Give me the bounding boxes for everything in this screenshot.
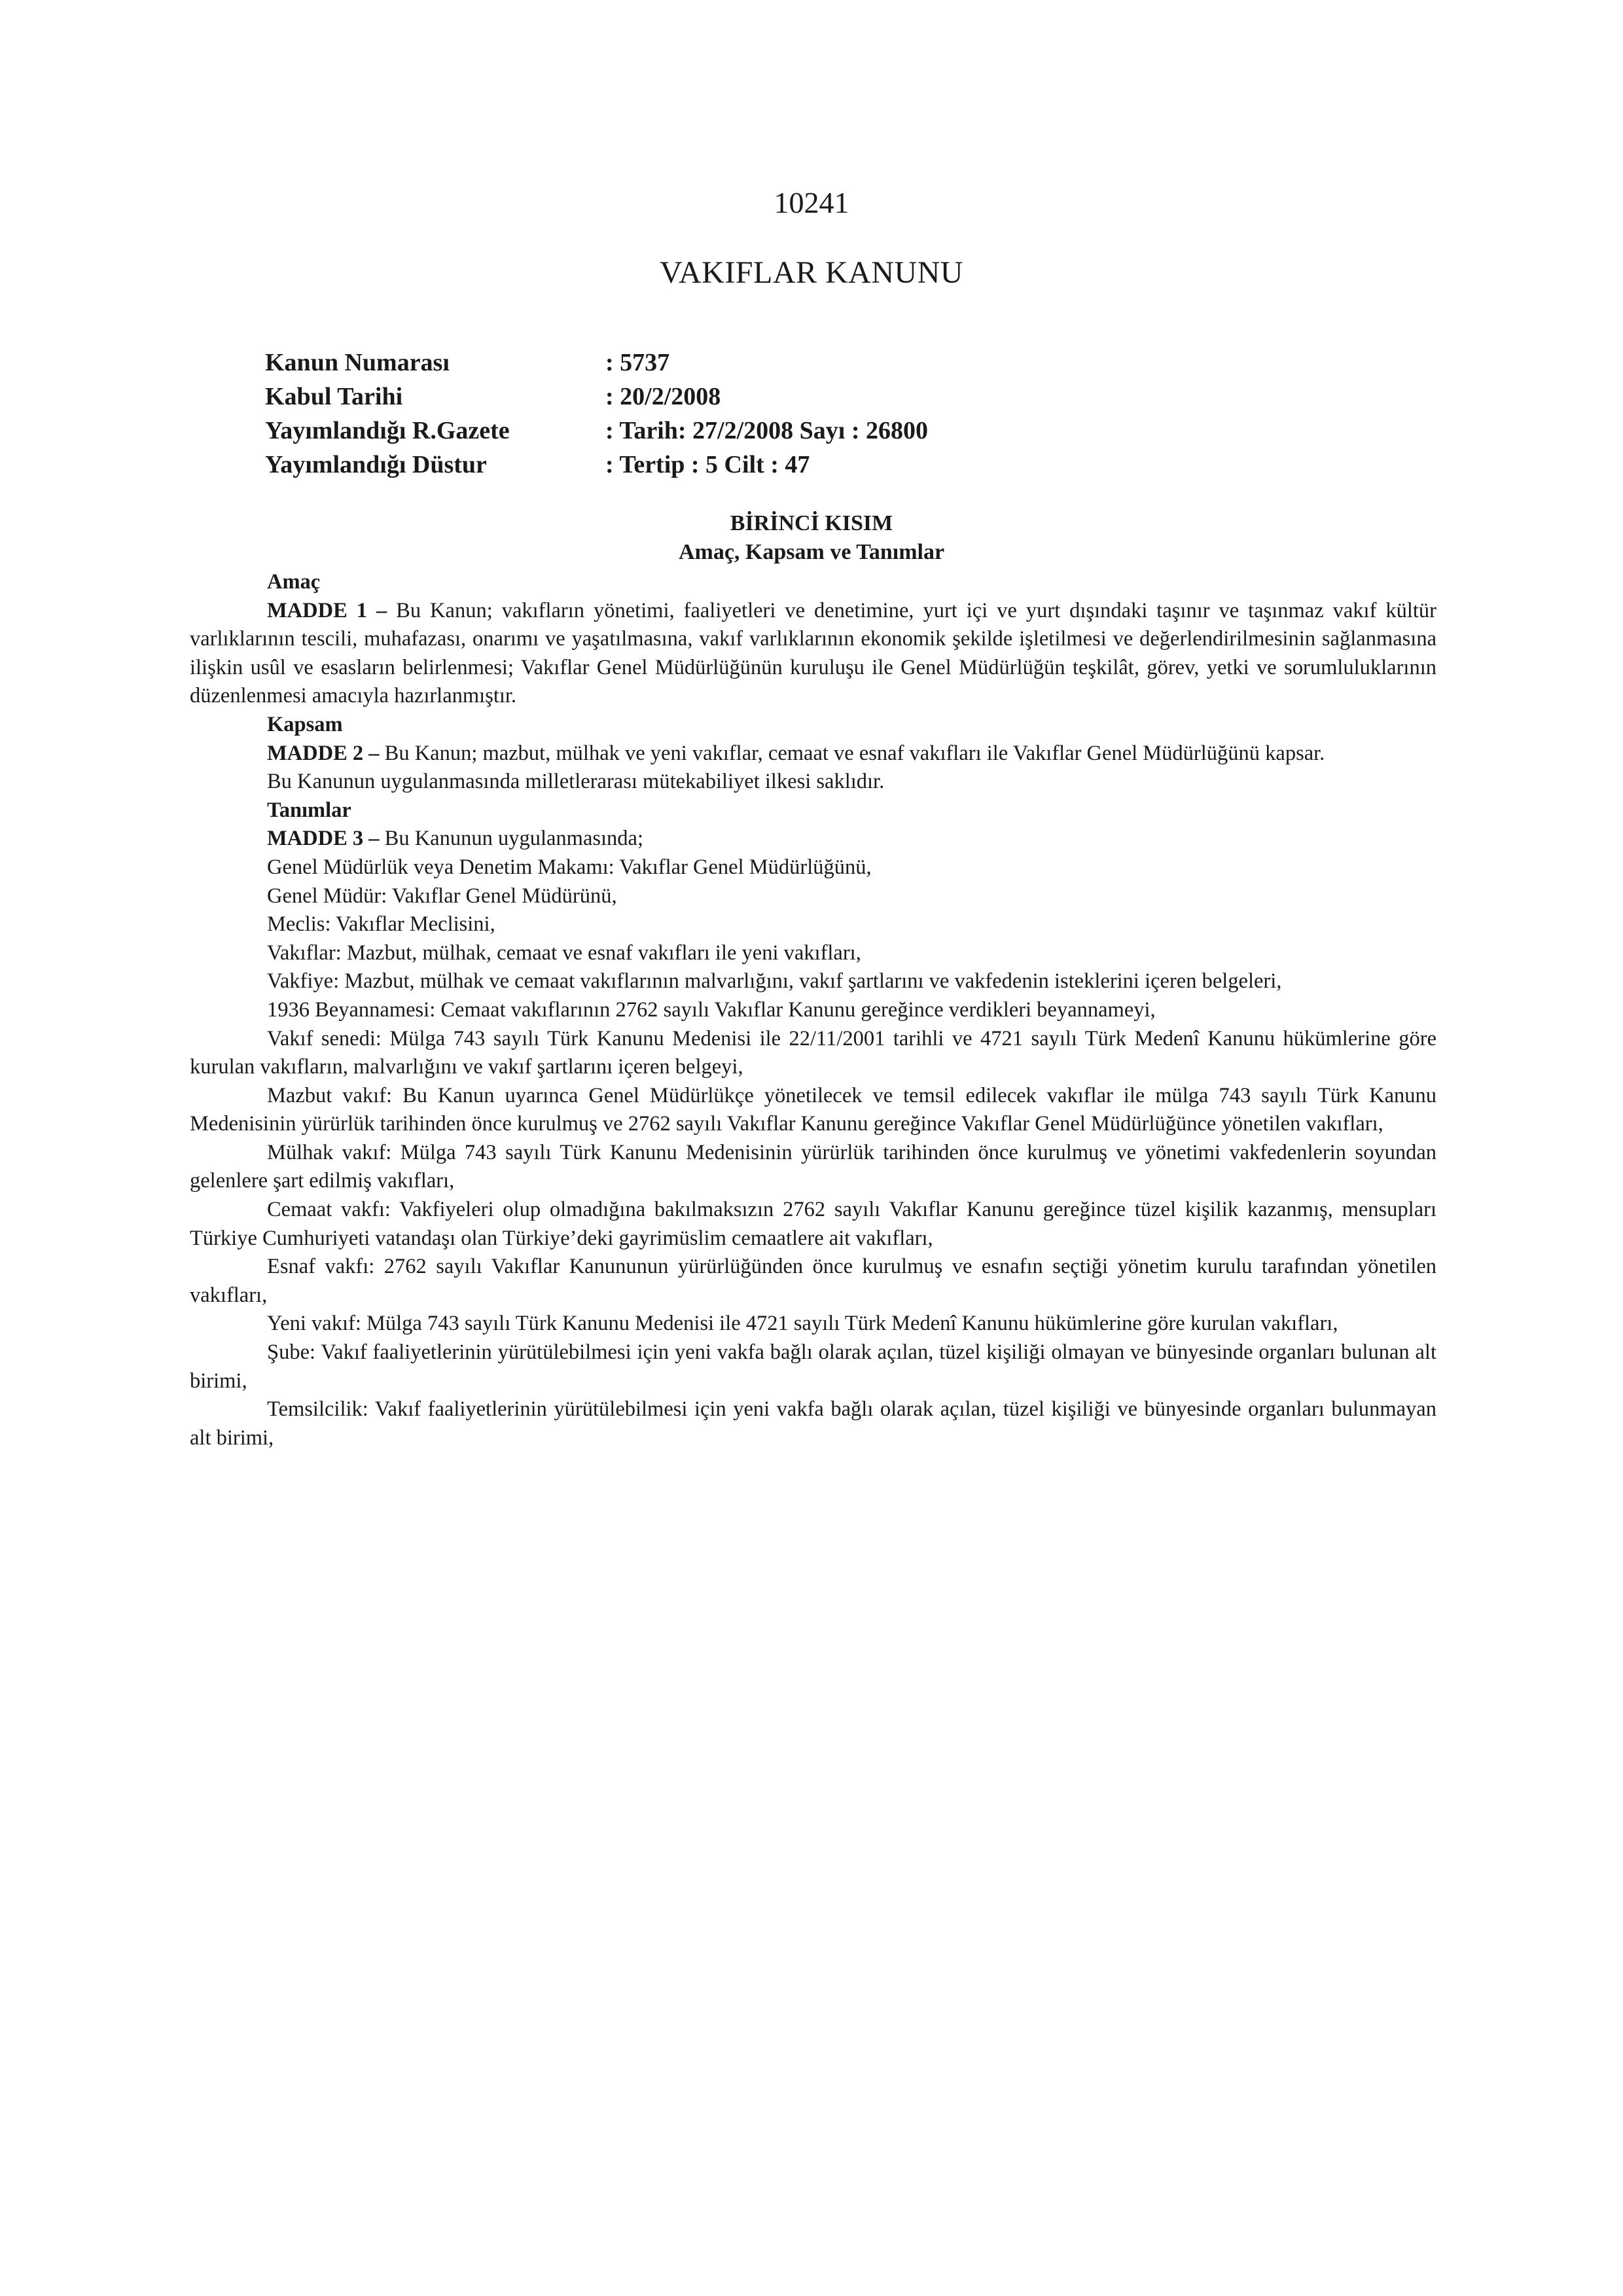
law-metadata <box>265 346 1378 482</box>
definition-item: Vakıf senedi: Mülga 743 sayılı Türk Kanunu Medenisi ile 22/11/2001 tarihli ve 4721 sayılı Türk Medenî Kanunu hükümlerine göre kurulan vakıfların, malvarlığını ve vakıf şartlarını içeren belgeyi, <box>190 1026 1436 1079</box>
meta-label: Kanun Numarası <box>265 349 450 376</box>
article-heading: Amaç <box>267 570 321 594</box>
article-label: MADDE 3 – <box>267 827 380 851</box>
article-text: Bu Kanun; mazbut, mülhak ve yeni vakıflar, cemaat ve esnaf vakıfları ile Vakıflar Genel Müdürlüğünü kapsar. <box>379 741 1325 765</box>
meta-label: Kabul Tarihi <box>265 383 403 410</box>
article-text: Bu Kanunun uygulanmasında; <box>379 827 644 851</box>
meta-value: : 20/2/2008 <box>605 383 721 410</box>
article-paragraph: Bu Kanunun uygulanmasında milletlerarası mütekabiliyet ilkesi saklıdır. <box>267 770 885 794</box>
meta-row-official-gazette <box>265 414 1378 448</box>
document-body <box>190 568 1436 1452</box>
article-label: MADDE 1 – <box>267 598 387 622</box>
definition-item: Mülhak vakıf: Mülga 743 sayılı Türk Kanunu Medenisinin yürürlük tarihinden önce kurulmuş ve yönetimi vakfedenlerin soyundan gelenlere şart edilmiş vakıfları, <box>190 1140 1436 1193</box>
meta-row-law-number <box>265 346 1378 380</box>
part-heading <box>0 509 1623 567</box>
definition-item: Genel Müdür: Vakıflar Genel Müdürünü, <box>267 884 617 908</box>
part-title: BİRİNCİ KISIM <box>730 511 893 535</box>
document-number: 10241 <box>774 186 849 219</box>
definition-item: 1936 Beyannamesi: Cemaat vakıflarının 2762 sayılı Vakıflar Kanunu gereğince verdikleri beyannameyi, <box>267 997 1156 1022</box>
article-heading: Tanımlar <box>267 798 351 822</box>
article-label: MADDE 2 – <box>267 741 380 765</box>
meta-label: Yayımlandığı Düstur <box>265 451 487 478</box>
article-paragraph <box>190 597 1436 711</box>
article-text: Bu Kanun; vakıfların yönetimi, faaliyetleri ve denetimine, yurt içi ve yurt dışındaki taşınır ve taşınmaz vakıf kültür varlıklarının tescili, muhafazası, onarımı ve yaşatılmasına, vakıf varlıklarının ekonomik şekilde işletilmesi ve değerlendirilmesinin sağlanmasına ilişkin usûl ve esasların belirlenmesi; Vakıflar Genel Müdürlüğünün kuruluşu ile Genel Müdürlüğün teşkilât, görev, yetki ve sorumluluklarının düzenlenmesi amacıyla hazırlanmıştır. <box>190 598 1436 708</box>
meta-row-dustur <box>265 448 1378 482</box>
part-subtitle: Amaç, Kapsam ve Tanımlar <box>678 540 945 564</box>
article-paragraph <box>190 825 1436 853</box>
definition-item: Temsilcilik: Vakıf faaliyetlerinin yürütülebilmesi için yeni vakfa bağlı olarak açılan, tüzel kişiliği ve bünyesinde organları bulunmayan alt birimi, <box>190 1397 1436 1450</box>
definition-item: Yeni vakıf: Mülga 743 sayılı Türk Kanunu Medenisi ile 4721 sayılı Türk Medenî Kanunu hükümlerine göre kurulan vakıfları, <box>267 1312 1338 1336</box>
law-title: VAKIFLAR KANUNU <box>660 255 963 290</box>
meta-label: Yayımlandığı R.Gazete <box>265 417 510 444</box>
article-paragraph <box>190 740 1436 768</box>
definition-item: Vakıflar: Mazbut, mülhak, cemaat ve esnaf vakıfları ile yeni vakıfları, <box>267 941 861 965</box>
definition-item: Esnaf vakfı: 2762 sayılı Vakıflar Kanununun yürürlüğünden önce kurulmuş ve esnafın seçtiği yönetim kurulu tarafından yönetilen vakıfları, <box>190 1255 1436 1307</box>
article-heading: Kapsam <box>267 712 343 736</box>
definition-item: Genel Müdürlük veya Denetim Makamı: Vakıflar Genel Müdürlüğünü, <box>267 855 872 879</box>
definition-item: Vakfiye: Mazbut, mülhak ve cemaat vakıflarının malvarlığını, vakıf şartlarını ve vakfedenin isteklerini içeren belgeleri, <box>267 969 1282 994</box>
meta-value: : Tertip : 5 Cilt : 47 <box>605 451 810 478</box>
definition-item: Cemaat vakfı: Vakfiyeleri olup olmadığına bakılmaksızın 2762 sayılı Vakıflar Kanunu gereğince tüzel kişilik kazanmış, mensupları Türkiye Cumhuriyeti vatandaşı olan Türkiye’deki gayrimüslim cemaatlere ait vakıfları, <box>190 1198 1436 1250</box>
meta-value: : 5737 <box>605 349 670 376</box>
meta-value: : Tarih: 27/2/2008 Sayı : 26800 <box>605 417 928 444</box>
meta-row-acceptance-date <box>265 380 1378 414</box>
definition-item: Meclis: Vakıflar Meclisini, <box>267 912 495 937</box>
definition-item: Şube: Vakıf faaliyetlerinin yürütülebilmesi için yeni vakfa bağlı olarak açılan, tüzel kişiliği olmayan ve bünyesinde organları bulunan alt birimi, <box>190 1340 1436 1393</box>
definition-item: Mazbut vakıf: Bu Kanun uyarınca Genel Müdürlükçe yönetilecek ve temsil edilecek vakıflar ile mülga 743 sayılı Türk Kanunu Medenisinin yürürlük tarihinden önce kurulmuş ve 2762 sayılı Vakıflar Kanunu gereğince Vakıflar Genel Müdürlüğünce yönetilen vakıfları, <box>190 1083 1436 1136</box>
